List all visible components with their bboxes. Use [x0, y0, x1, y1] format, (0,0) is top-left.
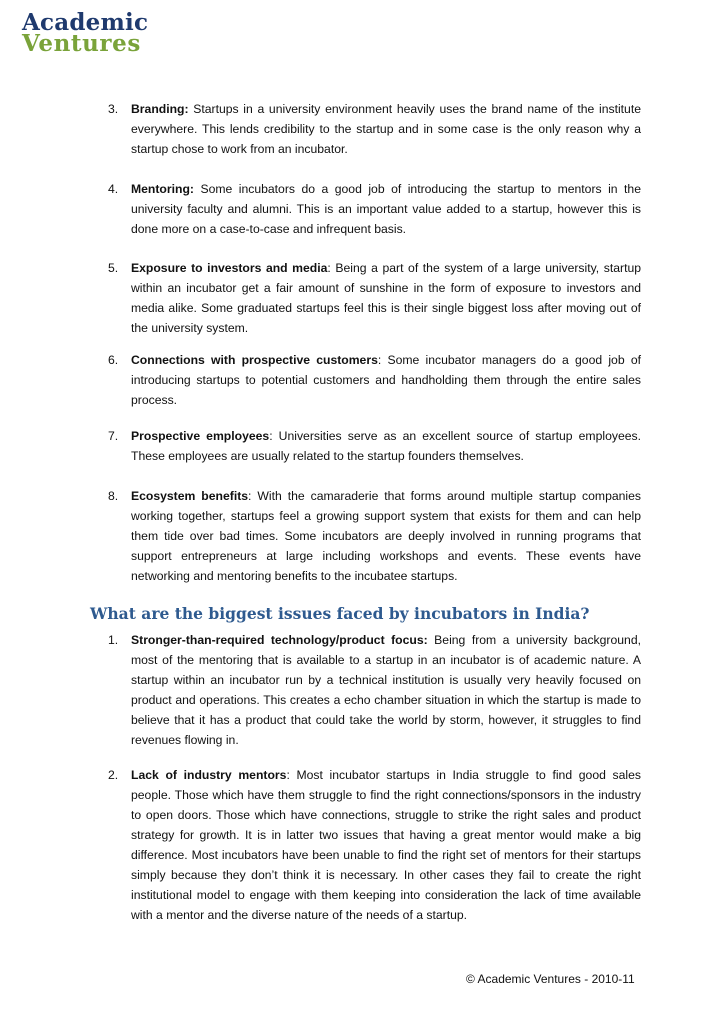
list-item-title: Ecosystem benefits — [131, 489, 249, 503]
list-item-text: Being from a university background, most of the mentoring that is available to a startup in an incubator is of academic nature. A startup within an incubator run by a technical institution is usually very heavily focused on product and operations. This creates a echo chamber situation in which the startup is made to believe that it has a product that could take the world by storm, however, it struggles to find revenues flowing in. — [131, 633, 641, 747]
list-item-title: Prospective employees — [131, 429, 270, 443]
list-item-title: Mentoring: — [131, 182, 194, 196]
list-item-title: Branding: — [131, 102, 189, 116]
list-item-number: 7. — [108, 429, 119, 443]
list-item-text: : With the camaraderie that forms around multiple startup companies working together, startups feel a growing support system that exists for them and can help them tide over bad times. Some incubators are deeply involved in running programs that support entrepreneurs at large including workshops and events. These events have networking and mentoring benefits to the incubatee startups. — [131, 489, 641, 583]
list-item-body — [131, 99, 641, 159]
list-item-number: 8. — [108, 489, 119, 503]
list-item-number: 6. — [108, 353, 119, 367]
section-heading: What are the biggest issues faced by incubators in India? — [90, 604, 590, 623]
list-item-body — [131, 630, 641, 750]
list-item-number: 1. — [108, 633, 119, 647]
list-item-text: Startups in a university environment heavily uses the brand name of the institute everywhere. This lends credibility to the startup and in some case is the only reason why a startup chose to work from an incubator. — [131, 102, 641, 156]
list-item-body — [131, 765, 641, 925]
list-item-text: : Some incubator managers do a good job of introducing startups to potential customers and handholding them through the entire sales process. — [131, 353, 641, 407]
list-item-body — [131, 426, 641, 466]
list-item-title: Stronger-than-required technology/product focus: — [131, 633, 428, 647]
list-item-text: Some incubators do a good job of introducing the startup to mentors in the university faculty and alumni. This is an important value added to a startup, however this is done more on a case-to-case and infrequent basis. — [131, 182, 641, 236]
list-item-body — [131, 486, 641, 586]
list-item-title: Exposure to investors and media — [131, 261, 328, 275]
list-item-number: 2. — [108, 768, 119, 782]
list-item-number: 3. — [108, 102, 119, 116]
page-footer: © Academic Ventures - 2010-11 — [466, 972, 635, 986]
list-item-text: : Being a part of the system of a large university, startup within an incubator get a fair amount of sunshine in the form of exposure to investors and media alike. Some graduated startups feel this is their single biggest loss after moving out of the university system. — [131, 261, 642, 335]
list-item-body — [131, 258, 641, 338]
list-item-body — [131, 179, 641, 239]
list-item-text: : Universities serve as an excellent source of startup employees. These employees are usually related to the startup founders themselves. — [131, 429, 641, 463]
logo-line-ventures: Ventures — [22, 30, 141, 57]
list-item-title: Connections with prospective customers — [131, 353, 378, 367]
list-item-number: 4. — [108, 182, 119, 196]
academic-ventures-logo — [22, 9, 149, 57]
list-item-body — [131, 350, 641, 410]
list-item-number: 5. — [108, 261, 119, 275]
list-item-title: Lack of industry mentors — [131, 768, 287, 782]
logo-line-academic: Academic — [22, 9, 149, 36]
list-item-text: : Most incubator startups in India struggle to find good sales people. Those which have them struggle to find the right connections/sponsors in the industry to open doors. Those which have connections, struggle to strike the right sales and product strategy for growth. It is in latter two issues that having a great mentor would make a big difference. Most incubators have been unable to find the right set of mentors for their startups simply because they don’t think it is necessary. In other cases they fail to create the right institutional model to engage with them keeping into consideration the lack of time available with a mentor and the diverse nature of the needs of a startup. — [131, 768, 641, 922]
